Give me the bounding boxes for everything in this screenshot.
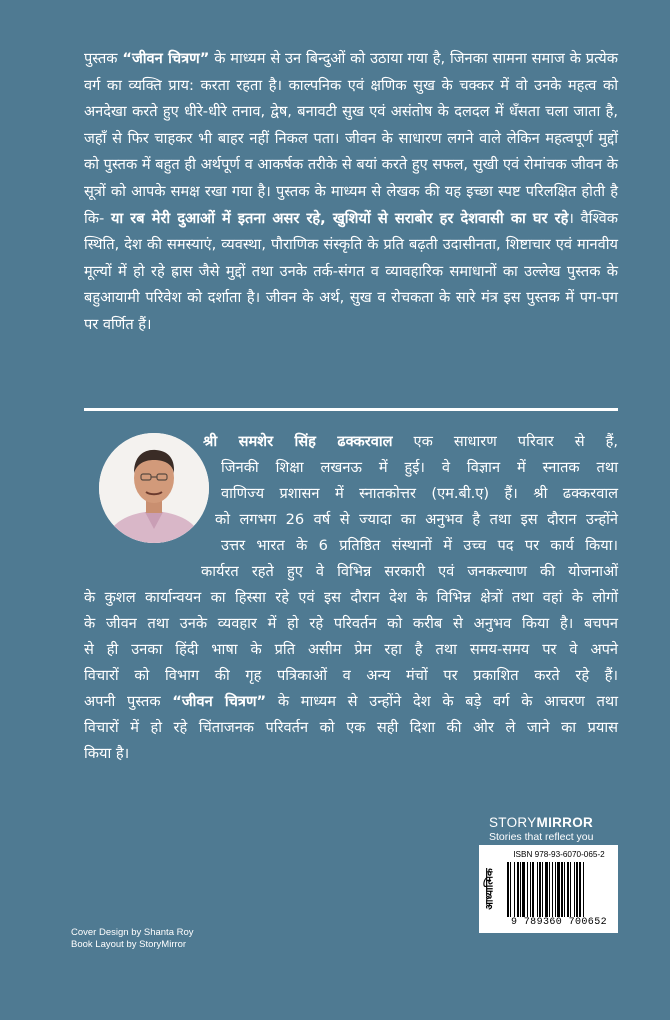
barcode-bar xyxy=(507,862,509,917)
author-portrait-image xyxy=(99,433,209,543)
isbn-number: ISBN 978-93-6070-065-2 xyxy=(513,850,605,859)
barcode-bar xyxy=(532,862,534,917)
barcode-bar xyxy=(537,862,538,917)
blurb-book-title: “जीवन चित्रण” xyxy=(122,50,210,67)
bio-line-5: उत्तर भारत के 6 प्रतिष्ठित संस्थानों में उच्च पद पर कार्य किया। xyxy=(221,537,618,554)
barcode-bar xyxy=(583,862,584,917)
bio-line-8: के जीवन तथा उनके व्यवहार में हो रहे परिवर्तन को करीब से अनुभव किया है। बचपन xyxy=(84,615,618,632)
credits xyxy=(71,927,194,951)
barcode-bar xyxy=(579,862,581,917)
barcode-bar xyxy=(545,862,548,917)
barcode-bar xyxy=(520,862,521,917)
blurb-text-3: । वैश्विक स्थिति, देश की समस्याएं, व्यवस्था, पौराणिक संस्कृति के प्रति बढ़ती उदासीनता, शिष्टाचार एवं मानवीय मूल्यों में हो रहे ह्रास जैसे मुद्दों तथा उनके तर्क-संगत व व्यावहारिक समाधानों का उल्लेख पुस्तक के बहुआयामी परिवेश को दर्शाता है। जीवन के अर्थ, सुख व रोचकता के सारे मंत्र इस पुस्तक में पग-पग पर वर्णित हैं। xyxy=(84,209,618,333)
barcode-bar xyxy=(530,862,531,917)
bio-line-6: कार्यरत रहते हुए वे विभिन्न सरकारी एवं जनकल्याण की योजनाओं xyxy=(201,563,618,580)
genre-label: आध्यात्मिक xyxy=(485,868,496,910)
blurb-text-2: के माध्यम से उन बिन्दुओं को उठाया गया है, जिनका सामना समाज के प्रत्येक वर्ग का व्यक्ति प्राय: करता रहता है। काल्पनिक एवं क्षणिक सुख के चक्कर में वो उनके महत्व को अनदेखा करते हुए धीरे-धीरे तनाव, द्वेष, बनावटी सुख एवं असंतोष के दलदल में धँसता चला जाता है, जहाँ से फिर चाहकर भी बाहर नहीं निकल पता। जीवन के साधारण लगने वाले लेकिन महत्वपूर्ण मुद्दों को पुस्तक में बहुत ही अर्थपूर्ण व आकर्षक तरीके से बयां करते हुए सफल, सुखी एवं रोमांचक जीवन के सूत्रों को आपके समक्ष रखा गया है। पुस्तक के माध्यम से लेखक की यह इच्छा स्पष्ट परिलक्षित होती है कि- xyxy=(84,50,618,227)
barcode-bar xyxy=(576,862,578,917)
barcode-bar xyxy=(557,862,560,917)
barcode-bar xyxy=(549,862,550,917)
barcode-bar xyxy=(561,862,563,917)
barcode-image xyxy=(505,862,613,917)
barcode-bar xyxy=(539,862,541,917)
publisher-tagline: Stories that reflect you xyxy=(489,831,594,843)
publisher-logo xyxy=(489,815,619,843)
barcode-bar xyxy=(552,862,553,917)
isbn-barcode-box xyxy=(479,845,618,933)
blurb-text-1: पुस्तक xyxy=(84,50,123,67)
barcode-bar xyxy=(514,862,515,917)
barcode-bar xyxy=(542,862,543,917)
bio-line-3: वाणिज्य प्रशासन में स्नातकोत्तर (एम.बी.ए) हैं। श्री ढक्करवाल xyxy=(221,485,618,502)
barcode-bar xyxy=(527,862,528,917)
barcode-bar xyxy=(567,862,569,917)
layout-credit: Book Layout by StoryMirror xyxy=(71,939,187,950)
author-name: श्री समशेर सिंह ढक्करवाल xyxy=(203,433,393,450)
author-photo xyxy=(99,433,209,543)
barcode-bar xyxy=(555,862,556,917)
barcode-bar xyxy=(510,862,511,917)
barcode-digits: 9 789360 700652 xyxy=(510,917,607,928)
bio-line-12: विचारों में हो रहे चिंताजनक परिवर्तन को एक सही दिशा की ओर ले जाने का प्रयास xyxy=(84,719,618,736)
barcode-bar xyxy=(564,862,565,917)
bio-line-13: किया है। xyxy=(84,745,130,762)
bio-line-11: अपनी पुस्तक “जीवन चित्रण” के माध्यम से उन्होंने देश के बड़े वर्ग के आचरण तथा xyxy=(84,693,618,710)
cover-design-credit: Cover Design by Shanta Roy xyxy=(71,927,194,938)
bio-line-4: को लगभग 26 वर्ष से ज्यादा का अनुभव है तथा इस दौरान उन्होंने xyxy=(215,511,618,528)
bio-line-1: श्री समशेर सिंह ढक्करवाल एक साधारण परिवार से हैं, xyxy=(203,433,618,450)
barcode-bar xyxy=(570,862,571,917)
bio-line-7: के कुशल कार्यान्वयन का हिस्सा रहे एवं इस दौरान देश के विभिन्न क्षेत्रों तथा वहां के लोगों xyxy=(84,589,618,606)
section-divider xyxy=(84,408,618,411)
bio-line-10: विचारों को विभाग की गृह पत्रिकाओं व अन्य मंचों पर प्रकाशित करते रहे हैं। xyxy=(84,667,618,684)
blurb-wish-quote: या रब मेरी दुआओं में इतना असर रहे, खुशियों से सराबोर हर देशवासी का घर रहे xyxy=(110,209,569,227)
bio-book-title: “जीवन चित्रण” xyxy=(172,693,267,710)
publisher-brand: STORYMIRROR xyxy=(489,815,594,830)
bio-line-2: जिनकी शिक्षा लखनऊ में हुई। वे विज्ञान में स्नातक तथा xyxy=(221,459,618,476)
barcode-bar xyxy=(522,862,525,917)
barcode-bar xyxy=(574,862,575,917)
barcode-bar xyxy=(517,862,519,917)
book-blurb xyxy=(84,46,618,339)
bio-line-9: से ही उनका हिंदी भाषा के प्रति असीम प्रेम रहा है तथा समय-समय पर वे अपने xyxy=(84,641,618,658)
